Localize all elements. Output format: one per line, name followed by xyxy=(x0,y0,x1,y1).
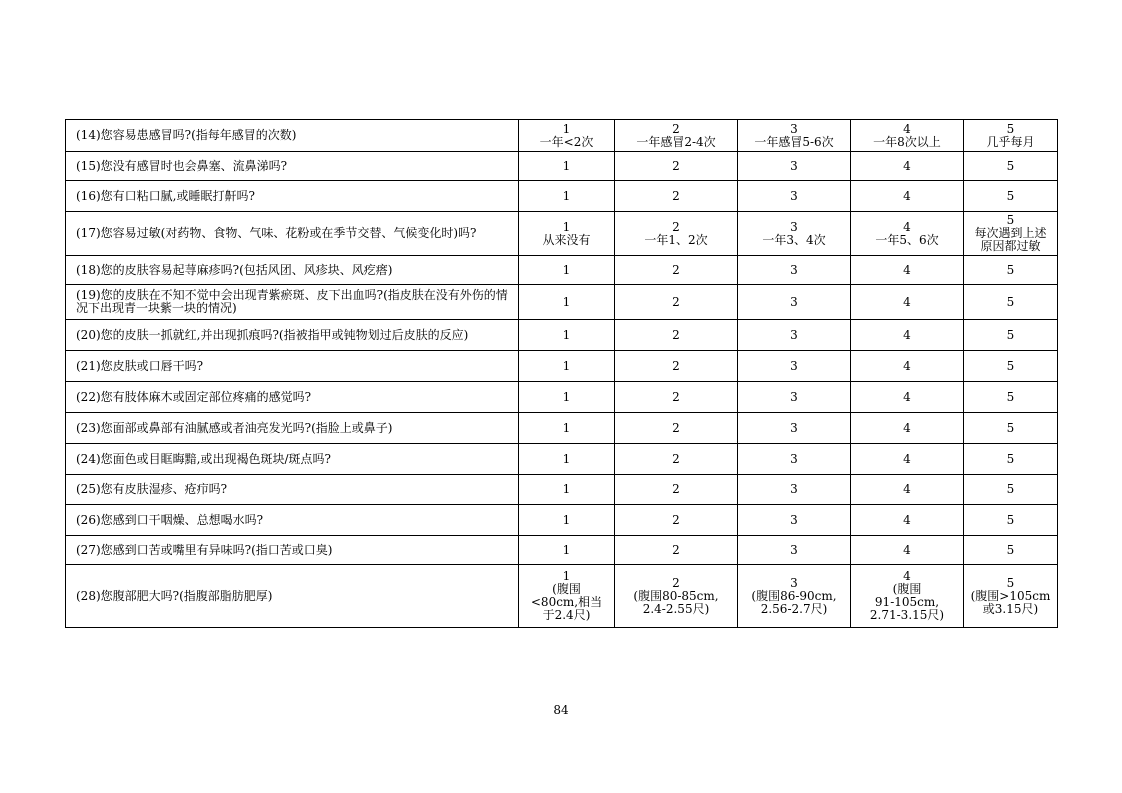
option-cell-2 xyxy=(615,413,738,444)
option-cell-4 xyxy=(851,475,964,505)
questionnaire-body xyxy=(66,120,1058,628)
option-score: 1 xyxy=(562,262,571,277)
option-description: 91-105cm, xyxy=(874,595,940,609)
option-score: 5 xyxy=(1006,158,1015,173)
question-cell: (19)您的皮肤在不知不觉中会出现青紫瘀斑、皮下出血吗?(指皮肤在没有外伤的情况下出现青一块紫一块的情况) xyxy=(66,285,519,320)
option-cell-4 xyxy=(851,351,964,382)
question-cell: (14)您容易患感冒吗?(指每年感冒的次数) xyxy=(66,120,519,152)
question-cell: (16)您有口粘口腻,或睡眠打鼾吗? xyxy=(66,181,519,212)
option-cell-5 xyxy=(964,413,1058,444)
table-row xyxy=(66,320,1058,351)
option-cell-1 xyxy=(519,475,615,505)
option-score: 4 xyxy=(903,294,911,309)
table-row xyxy=(66,285,1058,320)
option-score: 2 xyxy=(672,294,680,309)
option-description: 每次遇到上述 xyxy=(974,226,1047,240)
option-cell-3 xyxy=(738,505,851,536)
option-score: 3 xyxy=(790,420,798,435)
question-cell: (18)您的皮肤容易起荨麻疹吗?(包括风团、风疹块、风疙瘩) xyxy=(66,256,519,285)
question-cell: (22)您有肢体麻木或固定部位疼痛的感觉吗? xyxy=(66,382,519,413)
option-cell-5 xyxy=(964,475,1058,505)
option-cell-1 xyxy=(519,536,615,565)
option-score: 3 xyxy=(790,512,798,527)
option-description: (腹围 xyxy=(892,582,922,596)
option-description: 或3.15尺) xyxy=(982,601,1039,616)
option-cell-5 xyxy=(964,565,1058,628)
questionnaire-table-container xyxy=(65,119,1057,628)
option-cell-1 xyxy=(519,382,615,413)
option-score: 2 xyxy=(672,451,680,466)
option-score: 1 xyxy=(562,219,571,234)
option-description: 原因都过敏 xyxy=(980,239,1041,253)
option-cell-2 xyxy=(615,256,738,285)
option-cell-3 xyxy=(738,181,851,212)
option-score: 4 xyxy=(903,389,911,404)
option-description: 一年8次以上 xyxy=(873,134,941,149)
option-score: 4 xyxy=(903,420,911,435)
option-cell-1 xyxy=(519,285,615,320)
table-row xyxy=(66,382,1058,413)
option-score: 4 xyxy=(903,262,911,277)
option-score: 4 xyxy=(903,188,911,203)
option-description: 一年1、2次 xyxy=(644,232,708,247)
option-score: 5 xyxy=(1006,294,1015,309)
option-score: 1 xyxy=(562,542,571,557)
option-description: (腹围>105cm xyxy=(970,588,1051,603)
option-description: 2.4-2.55尺) xyxy=(642,601,710,616)
option-cell-4 xyxy=(851,320,964,351)
option-cell-4 xyxy=(851,444,964,475)
option-cell-1 xyxy=(519,212,615,256)
option-score: 3 xyxy=(790,389,798,404)
option-cell-3 xyxy=(738,120,851,152)
option-score: 2 xyxy=(672,389,680,404)
option-cell-3 xyxy=(738,152,851,181)
option-score: 2 xyxy=(672,358,680,373)
option-cell-2 xyxy=(615,212,738,256)
option-score: 4 xyxy=(903,542,911,557)
option-score: 2 xyxy=(672,158,680,173)
option-score: 4 xyxy=(903,482,911,496)
option-score: 3 xyxy=(790,219,798,234)
option-cell-5 xyxy=(964,536,1058,565)
option-description: 2.71-3.15尺) xyxy=(869,608,945,622)
option-cell-1 xyxy=(519,152,615,181)
option-cell-5 xyxy=(964,212,1058,256)
option-score: 1 xyxy=(562,188,571,203)
option-cell-1 xyxy=(519,413,615,444)
option-description: <80cm,相当 xyxy=(530,595,603,609)
option-description: 一年5、6次 xyxy=(875,232,939,247)
option-score: 5 xyxy=(1006,327,1015,342)
option-score: 3 xyxy=(790,575,798,590)
option-score: 2 xyxy=(672,262,680,277)
option-score: 1 xyxy=(562,358,571,373)
option-score: 5 xyxy=(1006,262,1015,277)
option-description: 一年感冒5-6次 xyxy=(754,134,834,149)
option-score: 3 xyxy=(790,262,798,277)
option-score: 5 xyxy=(1006,389,1015,404)
option-cell-5 xyxy=(964,320,1058,351)
option-score: 5 xyxy=(1006,121,1015,136)
option-score: 1 xyxy=(562,512,571,527)
option-score: 1 xyxy=(562,294,571,309)
option-score: 5 xyxy=(1006,512,1015,527)
option-score: 3 xyxy=(790,188,798,203)
option-score: 3 xyxy=(790,542,798,557)
option-cell-4 xyxy=(851,536,964,565)
question-cell: (21)您皮肤或口唇干吗? xyxy=(66,351,519,382)
option-score: 5 xyxy=(1006,542,1015,557)
table-row xyxy=(66,120,1058,152)
option-cell-3 xyxy=(738,320,851,351)
option-cell-2 xyxy=(615,152,738,181)
option-score: 2 xyxy=(672,219,680,234)
option-score: 1 xyxy=(562,482,571,496)
option-score: 3 xyxy=(790,327,798,342)
option-description: (腹围86-90cm, xyxy=(751,588,837,603)
table-row xyxy=(66,565,1058,628)
option-score: 2 xyxy=(672,575,680,590)
question-cell: (20)您的皮肤一抓就红,并出现抓痕吗?(指被指甲或钝物划过后皮肤的反应) xyxy=(66,320,519,351)
option-cell-3 xyxy=(738,413,851,444)
option-score: 5 xyxy=(1006,482,1015,496)
option-description: 于2.4尺) xyxy=(542,608,591,622)
option-description: 一年<2次 xyxy=(539,134,594,149)
option-score: 4 xyxy=(903,219,911,234)
option-score: 1 xyxy=(562,121,571,136)
option-score: 5 xyxy=(1006,188,1015,203)
option-description: 一年3、4次 xyxy=(762,232,826,247)
option-cell-4 xyxy=(851,382,964,413)
option-cell-5 xyxy=(964,152,1058,181)
option-cell-2 xyxy=(615,565,738,628)
option-score: 4 xyxy=(903,121,911,136)
option-score: 3 xyxy=(790,358,798,373)
option-cell-5 xyxy=(964,505,1058,536)
option-cell-2 xyxy=(615,475,738,505)
option-cell-1 xyxy=(519,120,615,152)
option-cell-1 xyxy=(519,256,615,285)
option-cell-4 xyxy=(851,212,964,256)
option-cell-3 xyxy=(738,285,851,320)
table-row xyxy=(66,475,1058,505)
option-cell-1 xyxy=(519,505,615,536)
option-cell-5 xyxy=(964,382,1058,413)
option-score: 3 xyxy=(790,158,798,173)
option-score: 2 xyxy=(672,420,680,435)
option-cell-5 xyxy=(964,285,1058,320)
option-score: 5 xyxy=(1006,358,1015,373)
option-cell-3 xyxy=(738,256,851,285)
option-cell-4 xyxy=(851,505,964,536)
option-cell-3 xyxy=(738,351,851,382)
option-score: 3 xyxy=(790,121,798,136)
table-row xyxy=(66,256,1058,285)
option-cell-1 xyxy=(519,444,615,475)
table-row xyxy=(66,536,1058,565)
option-cell-4 xyxy=(851,285,964,320)
question-cell: (24)您面色或目眶晦黯,或出现褐色斑块/斑点吗? xyxy=(66,444,519,475)
option-cell-4 xyxy=(851,181,964,212)
option-cell-1 xyxy=(519,565,615,628)
option-cell-2 xyxy=(615,444,738,475)
option-score: 2 xyxy=(672,482,680,496)
table-row xyxy=(66,444,1058,475)
option-cell-3 xyxy=(738,444,851,475)
option-score: 1 xyxy=(562,569,571,583)
option-score: 5 xyxy=(1006,420,1015,435)
table-row xyxy=(66,152,1058,181)
option-cell-4 xyxy=(851,152,964,181)
option-score: 2 xyxy=(672,512,680,527)
option-score: 5 xyxy=(1006,213,1015,227)
option-score: 1 xyxy=(562,451,571,466)
option-cell-3 xyxy=(738,475,851,505)
option-score: 2 xyxy=(672,188,680,203)
option-cell-5 xyxy=(964,351,1058,382)
option-score: 3 xyxy=(790,482,798,496)
option-cell-2 xyxy=(615,181,738,212)
option-score: 4 xyxy=(903,569,911,583)
option-score: 4 xyxy=(903,327,911,342)
option-cell-2 xyxy=(615,382,738,413)
option-cell-4 xyxy=(851,413,964,444)
option-cell-3 xyxy=(738,536,851,565)
option-description: 2.56-2.7尺) xyxy=(760,601,828,616)
table-row xyxy=(66,413,1058,444)
option-cell-3 xyxy=(738,382,851,413)
option-cell-1 xyxy=(519,351,615,382)
option-score: 2 xyxy=(672,327,680,342)
option-cell-3 xyxy=(738,565,851,628)
option-cell-1 xyxy=(519,320,615,351)
option-score: 4 xyxy=(903,158,911,173)
option-score: 3 xyxy=(790,451,798,466)
question-cell: (25)您有皮肤湿疹、疮疖吗? xyxy=(66,475,519,505)
option-score: 4 xyxy=(903,512,911,527)
table-row xyxy=(66,351,1058,382)
table-row xyxy=(66,181,1058,212)
option-score: 1 xyxy=(562,158,571,173)
table-row xyxy=(66,505,1058,536)
option-cell-2 xyxy=(615,285,738,320)
question-cell: (23)您面部或鼻部有油腻感或者油亮发光吗?(指脸上或鼻子) xyxy=(66,413,519,444)
question-cell: (27)您感到口苦或嘴里有异味吗?(指口苦或口臭) xyxy=(66,536,519,565)
option-description: 从来没有 xyxy=(542,232,591,247)
questionnaire-table xyxy=(65,119,1058,628)
option-description: (腹围80-85cm, xyxy=(633,588,719,603)
option-cell-2 xyxy=(615,120,738,152)
option-cell-4 xyxy=(851,120,964,152)
option-score: 2 xyxy=(672,542,680,557)
option-score: 1 xyxy=(562,327,571,342)
option-cell-5 xyxy=(964,120,1058,152)
question-cell: (28)您腹部肥大吗?(指腹部脂肪肥厚) xyxy=(66,565,519,628)
option-cell-3 xyxy=(738,212,851,256)
option-description: 一年感冒2-4次 xyxy=(636,134,716,149)
option-score: 5 xyxy=(1006,451,1015,466)
option-cell-4 xyxy=(851,565,964,628)
option-cell-2 xyxy=(615,320,738,351)
option-cell-5 xyxy=(964,444,1058,475)
option-cell-5 xyxy=(964,256,1058,285)
option-score: 1 xyxy=(562,420,571,435)
option-description: (腹围 xyxy=(552,582,581,596)
option-score: 4 xyxy=(903,358,911,373)
option-score: 3 xyxy=(790,294,798,309)
option-cell-2 xyxy=(615,536,738,565)
question-cell: (15)您没有感冒时也会鼻塞、流鼻涕吗? xyxy=(66,152,519,181)
option-cell-2 xyxy=(615,505,738,536)
option-score: 5 xyxy=(1006,575,1015,590)
option-cell-4 xyxy=(851,256,964,285)
page-number: 84 xyxy=(553,703,569,717)
option-cell-2 xyxy=(615,351,738,382)
question-cell: (17)您容易过敏(对药物、食物、气味、花粉或在季节交替、气候变化时)吗? xyxy=(66,212,519,256)
option-cell-5 xyxy=(964,181,1058,212)
option-cell-1 xyxy=(519,181,615,212)
table-row xyxy=(66,212,1058,256)
question-cell: (26)您感到口干咽燥、总想喝水吗? xyxy=(66,505,519,536)
option-description: 几乎每月 xyxy=(986,134,1035,149)
option-score: 1 xyxy=(562,389,571,404)
option-score: 4 xyxy=(903,451,911,466)
option-score: 2 xyxy=(672,121,680,136)
